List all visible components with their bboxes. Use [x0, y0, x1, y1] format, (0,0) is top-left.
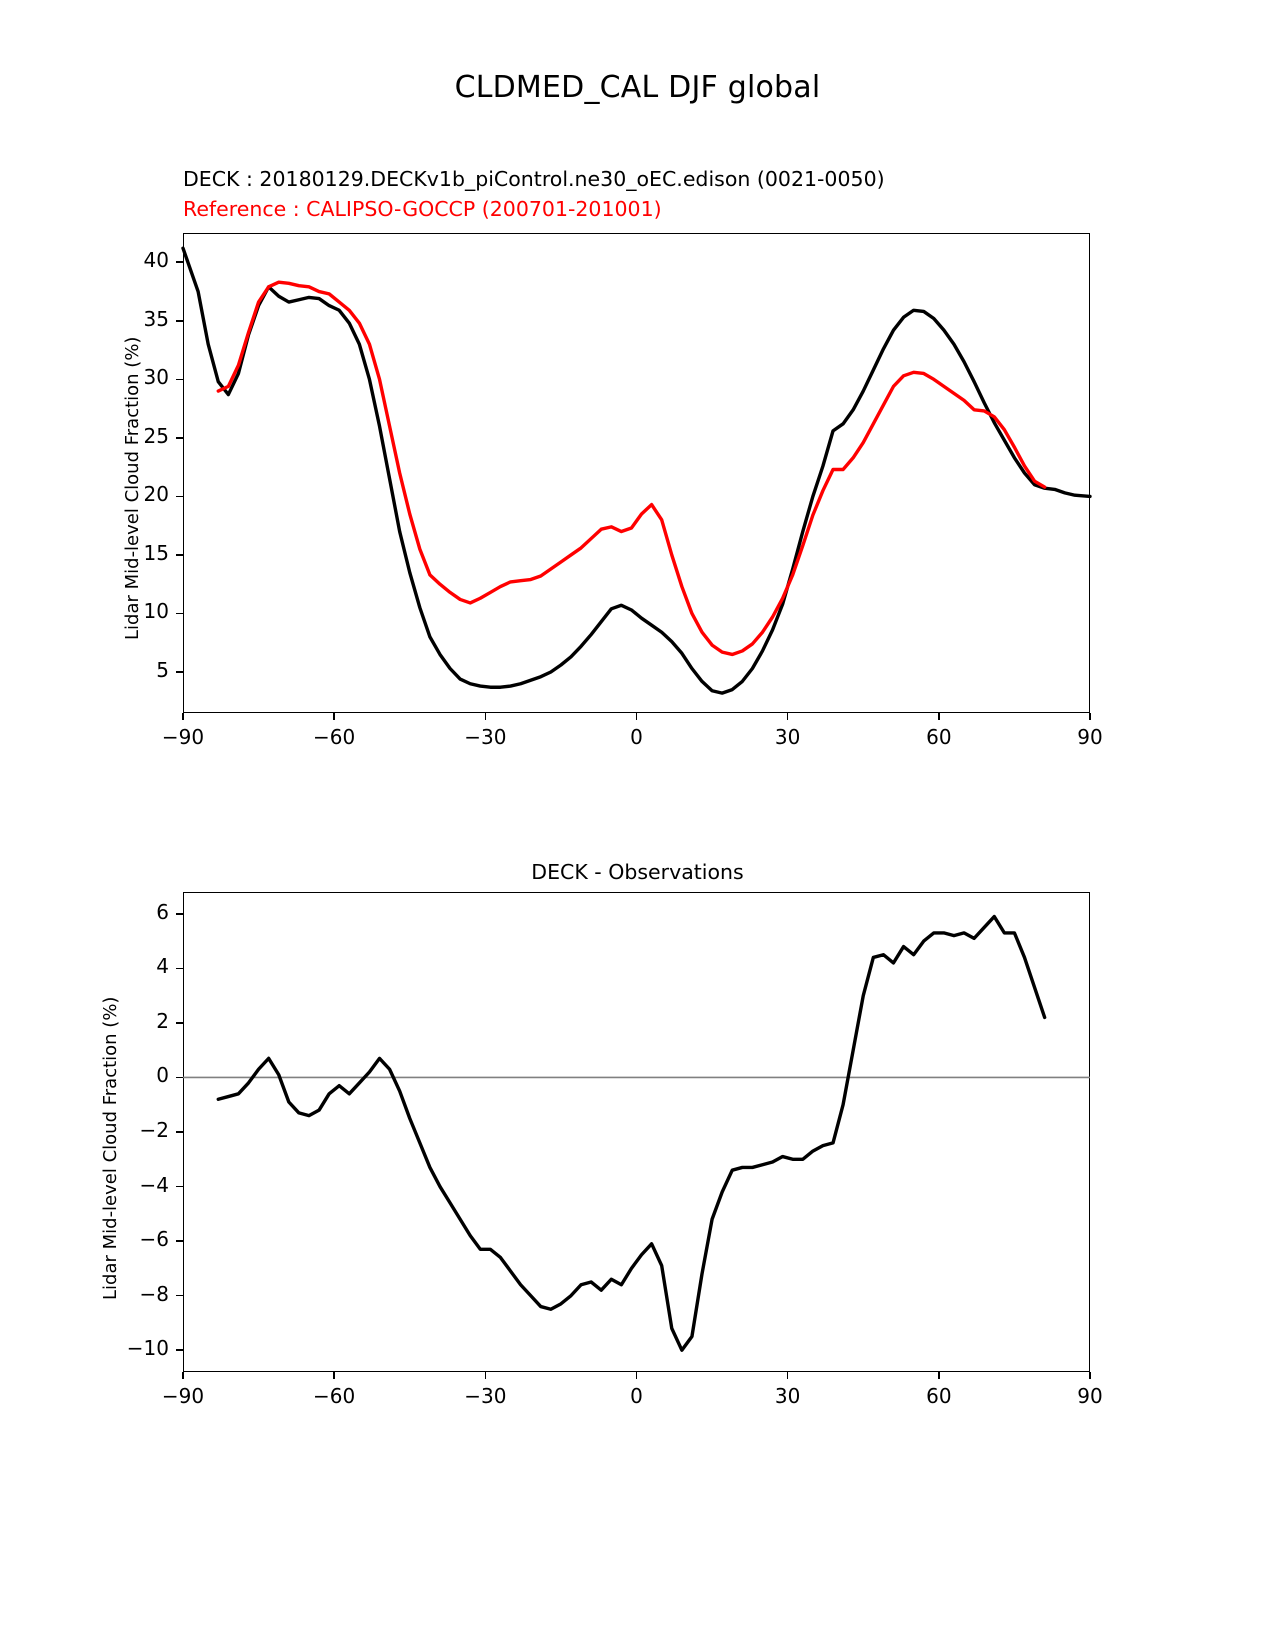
caption-deck-line: DECK : 20180129.DECKv1b_piControl.ne30_oEC.edison (0021-0050) [183, 167, 885, 191]
y-tick-label: 4 [156, 954, 169, 979]
y-tick-label: 2 [156, 1008, 169, 1033]
bottom-chart-panel [0, 820, 1275, 1460]
y-tick-label: 15 [143, 540, 169, 565]
y-tick-label: −10 [126, 1336, 169, 1361]
x-tick-label: 90 [1077, 725, 1103, 749]
y-tick-mark [176, 968, 183, 970]
y-tick-label: 20 [143, 482, 169, 507]
y-tick-mark [176, 496, 183, 498]
y-tick-label: −6 [139, 1227, 169, 1252]
x-tick-mark [938, 1372, 940, 1379]
x-tick-mark [636, 713, 638, 720]
x-tick-label: 0 [630, 725, 643, 749]
x-tick-label: 60 [926, 725, 952, 749]
y-tick-mark [176, 1077, 183, 1079]
x-tick-mark [485, 1372, 487, 1379]
x-tick-label: −90 [161, 725, 205, 749]
x-tick-label: 0 [630, 1384, 643, 1408]
x-tick-label: 60 [926, 1384, 952, 1408]
x-tick-label: −30 [464, 1384, 507, 1408]
x-tick-label: 90 [1077, 1384, 1103, 1408]
x-tick-mark [333, 1372, 335, 1379]
y-tick-mark [176, 554, 183, 556]
x-tick-label: −60 [313, 725, 356, 749]
bottom-panel-title: DECK - Observations [531, 860, 744, 884]
y-tick-label: −8 [139, 1281, 169, 1306]
y-tick-mark [176, 1186, 183, 1188]
bottom-y-axis-label: Lidar Mid-level Cloud Fraction (%) [100, 996, 121, 1300]
y-tick-mark [176, 1022, 183, 1024]
y-tick-mark [176, 261, 183, 263]
bottom-chart-curves [0, 820, 1275, 1460]
x-tick-mark [938, 713, 940, 720]
x-tick-label: −60 [313, 1384, 356, 1408]
y-tick-label: −2 [139, 1118, 169, 1142]
x-tick-mark [787, 713, 789, 720]
y-tick-label: 10 [143, 599, 169, 624]
x-tick-label: 30 [774, 1384, 801, 1408]
y-tick-mark [176, 913, 183, 915]
y-tick-mark [176, 379, 183, 381]
y-tick-label: 25 [143, 423, 169, 448]
x-tick-label: −90 [161, 1384, 205, 1408]
y-tick-label: −4 [139, 1172, 169, 1197]
page-title: CLDMED_CAL DJF global [454, 70, 821, 105]
y-tick-label: 40 [143, 248, 169, 273]
y-tick-mark [176, 1295, 183, 1297]
x-tick-mark [333, 713, 335, 720]
y-tick-mark [176, 1240, 183, 1242]
x-tick-mark [787, 1372, 789, 1379]
x-tick-label: 30 [774, 725, 801, 749]
x-tick-mark [182, 713, 184, 720]
y-tick-label: 0 [156, 1063, 169, 1088]
x-tick-mark [182, 1372, 184, 1379]
top-y-axis-label: Lidar Mid-level Cloud Fraction (%) [122, 336, 143, 640]
y-tick-label: 6 [156, 899, 169, 924]
top-chart-curves [0, 0, 1275, 760]
x-tick-mark [485, 713, 487, 720]
top-chart-panel [0, 0, 1275, 760]
x-tick-label: −30 [464, 725, 507, 749]
y-tick-mark [176, 437, 183, 439]
y-tick-mark [176, 671, 183, 673]
y-tick-label: 30 [143, 365, 169, 390]
x-tick-mark [1089, 1372, 1091, 1379]
y-tick-mark [176, 613, 183, 615]
caption-reference-line: Reference : CALIPSO-GOCCP (200701-201001) [183, 196, 662, 221]
y-tick-mark [176, 1131, 183, 1133]
x-tick-mark [636, 1372, 638, 1379]
y-tick-mark [176, 320, 183, 322]
y-tick-label: 5 [156, 658, 169, 683]
y-tick-label: 35 [143, 306, 169, 331]
y-tick-mark [176, 1349, 183, 1351]
x-tick-mark [1089, 713, 1091, 720]
